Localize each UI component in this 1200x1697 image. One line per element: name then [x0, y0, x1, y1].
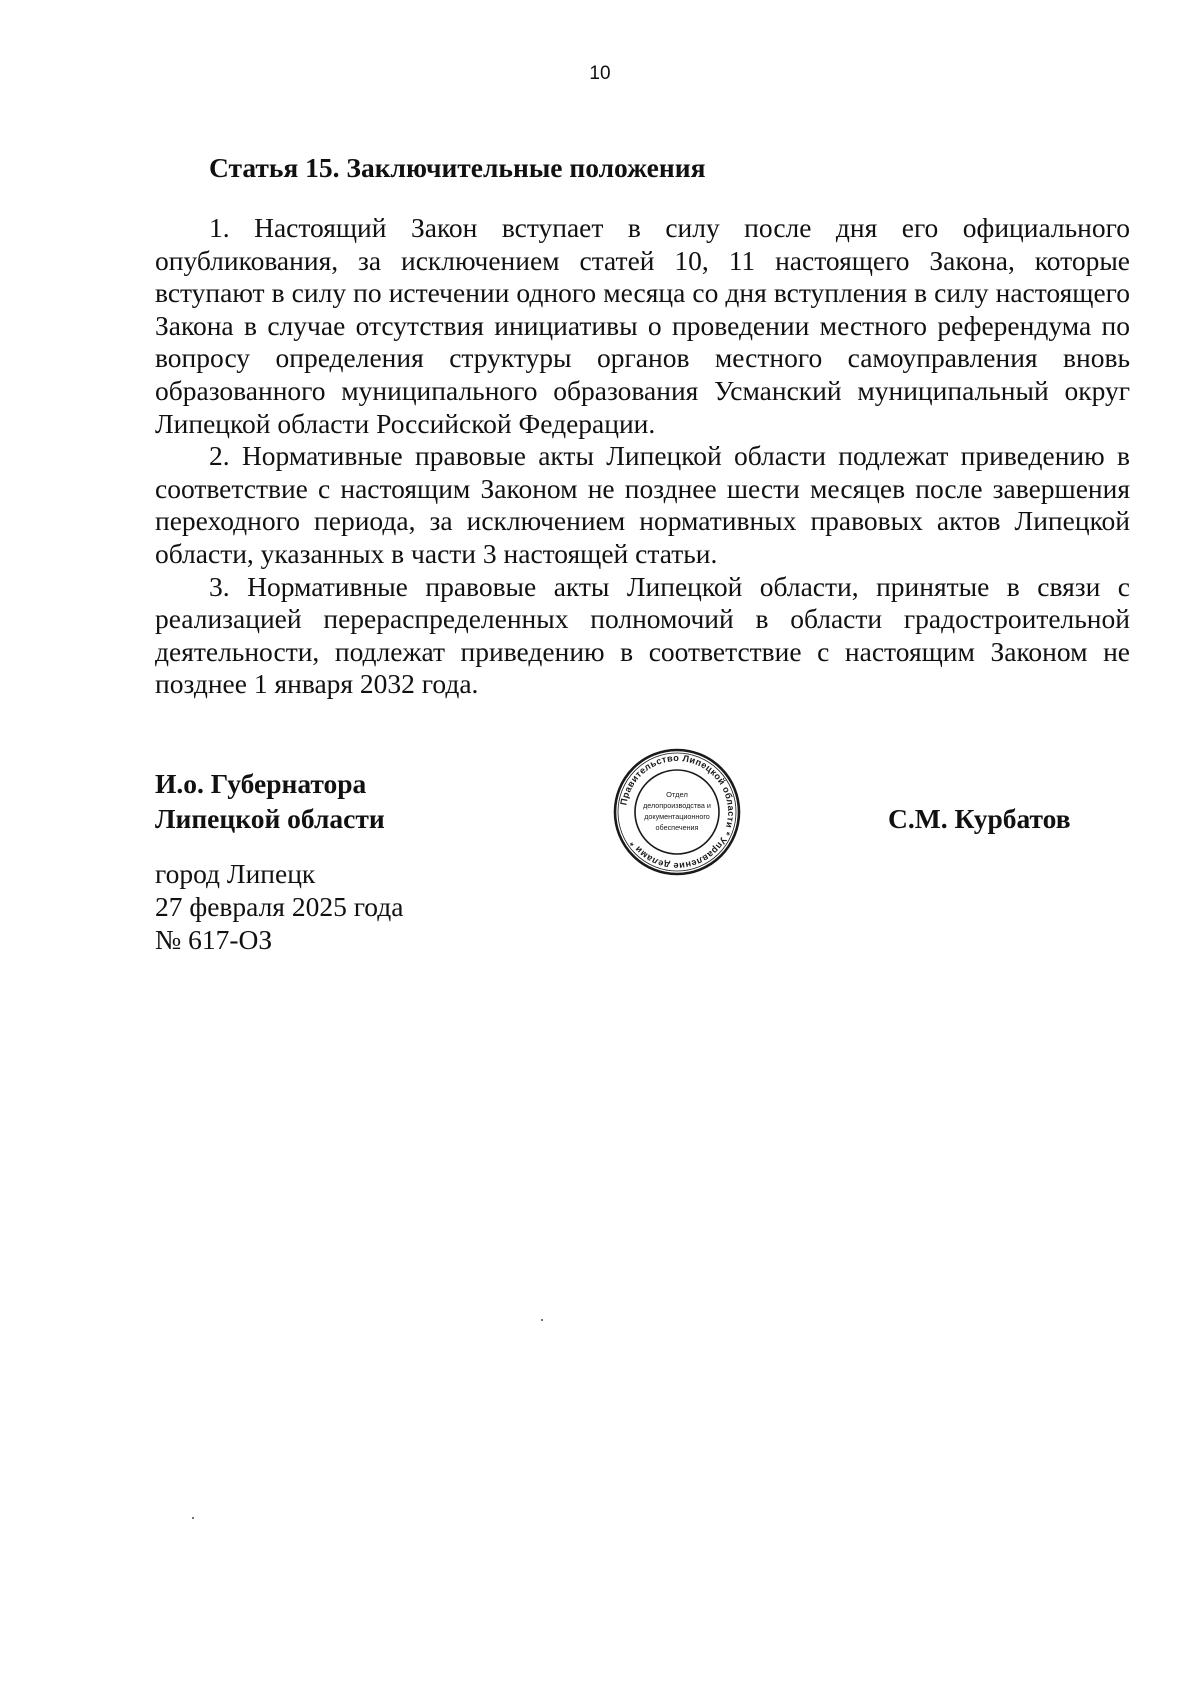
- paragraph-2: 2. Нормативные правовые акты Липецкой области подлежат приведению в соответствие с настоящим Законом не позднее шести месяцев после завершения переходного периода, за исключением нормативных правовых актов Липецкой области, указанных в части 3 настоящей статьи.: [155, 440, 1130, 569]
- seal-inner-line-2: делопроизводства и: [643, 801, 711, 810]
- date: 27 февраля 2025 года: [155, 891, 404, 922]
- seal-inner-line-4: обеспечения: [655, 823, 699, 832]
- article-body: [155, 212, 1130, 701]
- paragraph-1: 1. Настоящий Закон вступает в силу после дня его официального опубликования, за исключением статей 10, 11 настоящего Закона, которые вступают в силу по истечении одного месяца со дня вступления в силу настоящего Закона в случае отсутствия инициативы о проведении местного референдума по вопросу определения структуры органов местного самоуправления вновь образованного муниципального образования Усманский муниципальный округ Липецкой области Российской Федерации.: [155, 212, 1130, 439]
- signatory-title-line-1: И.о. Губернатора: [155, 768, 367, 799]
- article-title: Статья 15. Заключительные положения: [209, 152, 706, 183]
- signatory-title-line-2: Липецкой области: [155, 803, 385, 834]
- law-number: № 617-ОЗ: [155, 924, 273, 955]
- scan-speck: [192, 1517, 194, 1519]
- seal-inner-line-3: документационного: [644, 812, 710, 821]
- official-seal: [612, 747, 742, 877]
- place-and-date: [155, 857, 403, 956]
- scan-speck: [541, 1319, 543, 1321]
- paragraph-3: 3. Нормативные правовые акты Липецкой области, принятые в связи с реализацией перераспределенных полномочий в области градостроительной деятельности, подлежат приведению в соответствие с настоящим Законом не позднее 1 января 2032 года.: [155, 570, 1130, 700]
- seal-graphic: [612, 747, 742, 877]
- signatory-name: С.М. Курбатов: [888, 803, 1071, 834]
- city: город Липецк: [155, 858, 316, 889]
- seal-inner-line-1: Отдел: [666, 790, 688, 799]
- seal-outer-text: Правительство Липецкой области * Управление делами *: [618, 752, 737, 872]
- signatory-title: [155, 766, 385, 836]
- page-number: 10: [589, 63, 611, 84]
